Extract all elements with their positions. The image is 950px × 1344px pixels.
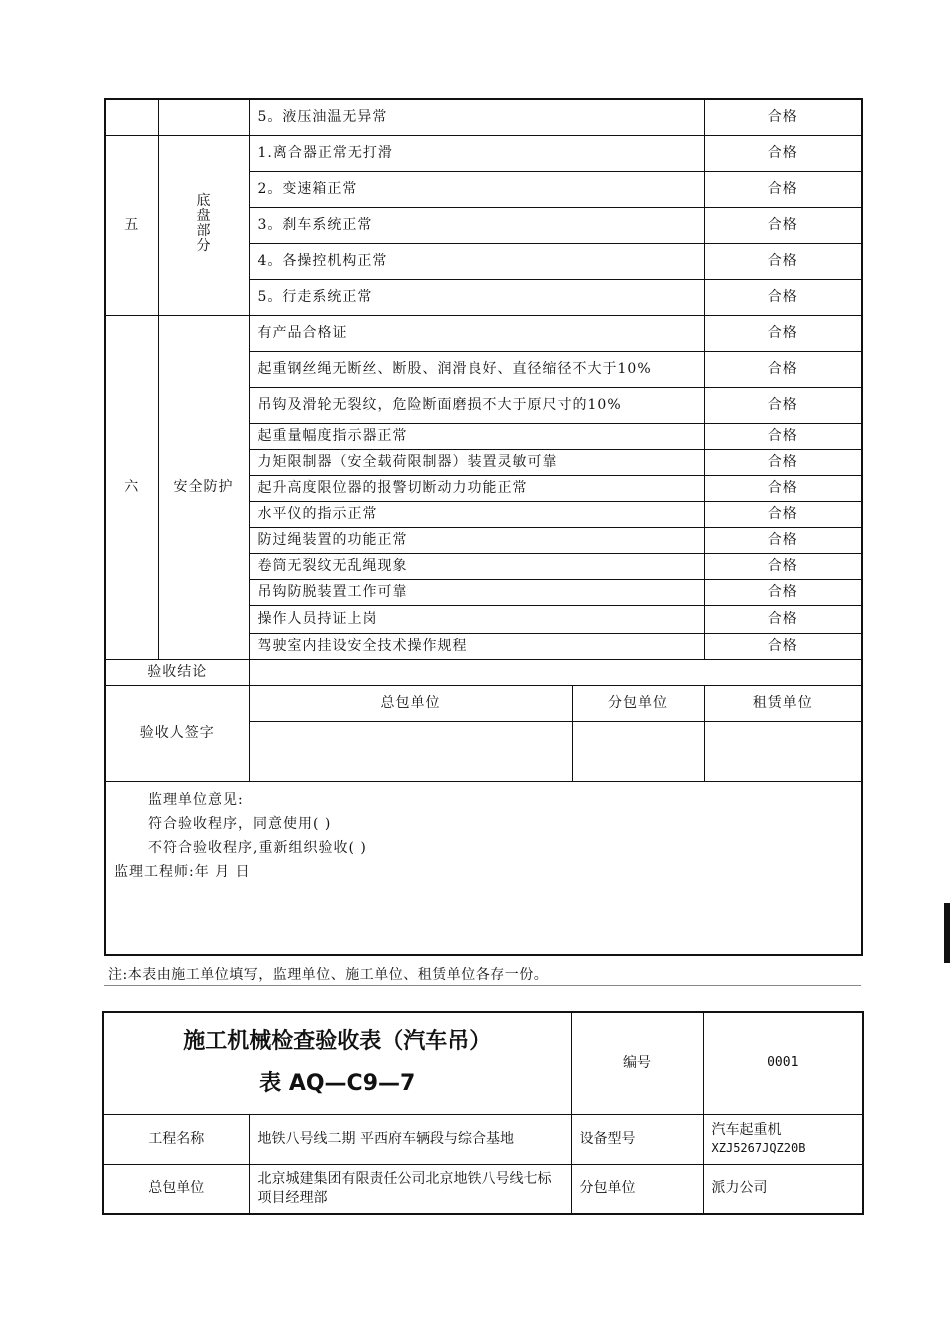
check-result: 合格: [704, 423, 862, 449]
category-char: 分: [196, 238, 212, 255]
conclusion-label: 验收结论: [105, 659, 249, 685]
lessor-header: 租赁单位: [704, 685, 862, 721]
check-result: 合格: [704, 99, 862, 135]
form-header-table: [102, 1011, 864, 1215]
check-item: 4。各操控机构正常: [249, 243, 704, 279]
check-result: 合格: [704, 449, 862, 475]
section-number-cell: [105, 99, 158, 135]
table-row: [105, 135, 862, 171]
check-item: 起升高度限位器的报警切断动力功能正常: [249, 475, 704, 501]
form-title-row: [103, 1012, 863, 1114]
table-row: [105, 315, 862, 351]
table-row: [103, 1114, 863, 1164]
category-char: 盘: [196, 208, 212, 225]
check-item: 防过绳装置的功能正常: [249, 527, 704, 553]
section-category: 安全防护: [158, 315, 249, 659]
check-item: 操作人员持证上岗: [249, 605, 704, 633]
form-title: [103, 1012, 571, 1114]
supervision-row: [105, 781, 862, 955]
check-item: 驾驶室内挂设安全技术操作规程: [249, 633, 704, 659]
subcontractor-header: 分包单位: [572, 685, 704, 721]
divider: [104, 985, 861, 986]
general-contractor-header: 总包单位: [249, 685, 572, 721]
check-item: 5。行走系统正常: [249, 279, 704, 315]
general-contractor-value: 北京城建集团有限责任公司北京地铁八号线七标项目经理部: [249, 1164, 571, 1214]
check-result: 合格: [704, 243, 862, 279]
subcontractor-signature: [572, 721, 704, 781]
check-item: 起重量幅度指示器正常: [249, 423, 704, 449]
signature-header-row: [105, 685, 862, 721]
number-label: 编号: [571, 1012, 703, 1114]
check-item: 起重钢丝绳无断丝、断股、润滑良好、直径缩径不大于10%: [249, 351, 704, 387]
check-result: 合格: [704, 387, 862, 423]
conclusion-row: [105, 659, 862, 685]
inspection-table: [104, 98, 863, 956]
supervision-heading: 监理单位意见:: [148, 791, 244, 808]
check-result: 合格: [704, 633, 862, 659]
project-name-label: 工程名称: [103, 1114, 249, 1164]
check-result: 合格: [704, 171, 862, 207]
supervision-engineer-date: 监理工程师:年 月 日: [114, 863, 251, 880]
conclusion-value: [249, 659, 862, 685]
supervision-approve-option: 符合验收程序，同意使用( ): [148, 815, 332, 832]
check-result: 合格: [704, 315, 862, 351]
general-contractor-signature: [249, 721, 572, 781]
table-row: [103, 1164, 863, 1214]
section-number: 五: [105, 135, 158, 315]
lessor-signature: [704, 721, 862, 781]
check-result: 合格: [704, 579, 862, 605]
form-code: 表 AQ—C9—7: [259, 1071, 416, 1097]
check-result: 合格: [704, 605, 862, 633]
check-result: 合格: [704, 135, 862, 171]
edge-marker: [944, 903, 950, 963]
check-item: 1.离合器正常无打滑: [249, 135, 704, 171]
check-item: 水平仪的指示正常: [249, 501, 704, 527]
check-item: 吊钩防脱装置工作可靠: [249, 579, 704, 605]
check-item: 有产品合格证: [249, 315, 704, 351]
section-category: [158, 135, 249, 315]
check-item: 5。液压油温无异常: [249, 99, 704, 135]
check-result: 合格: [704, 475, 862, 501]
footnote: 注:本表由施工单位填写，监理单位、施工单位、租赁单位各存一份。: [108, 967, 549, 983]
check-result: 合格: [704, 527, 862, 553]
equipment-type: 汽车起重机: [711, 1122, 782, 1139]
category-char: 部: [196, 223, 212, 240]
check-item: 吊钩及滑轮无裂纹，危险断面磨损不大于原尺寸的10%: [249, 387, 704, 423]
check-result: 合格: [704, 553, 862, 579]
general-contractor-label: 总包单位: [103, 1164, 249, 1214]
supervision-reject-option: 不符合验收程序,重新组织验收( ): [148, 839, 367, 856]
check-item: 3。刹车系统正常: [249, 207, 704, 243]
supervision-opinion: [105, 781, 862, 955]
check-item: 力矩限制器（安全载荷限制器）装置灵敏可靠: [249, 449, 704, 475]
equipment-model-value: [703, 1114, 863, 1164]
form-title-main: 施工机械检查验收表（汽车吊）: [183, 1029, 492, 1055]
subcontractor-label: 分包单位: [571, 1164, 703, 1214]
project-name-value: 地铁八号线二期 平西府车辆段与综合基地: [249, 1114, 571, 1164]
category-char: 底: [196, 193, 212, 210]
equipment-model-label: 设备型号: [571, 1114, 703, 1164]
check-item: 卷筒无裂纹无乱绳现象: [249, 553, 704, 579]
section-number: 六: [105, 315, 158, 659]
check-result: 合格: [704, 351, 862, 387]
check-item: 2。变速箱正常: [249, 171, 704, 207]
signature-label: 验收人签字: [105, 685, 249, 781]
check-result: 合格: [704, 279, 862, 315]
check-result: 合格: [704, 501, 862, 527]
check-result: 合格: [704, 207, 862, 243]
subcontractor-value: 派力公司: [703, 1164, 863, 1214]
category-cell: [158, 99, 249, 135]
table-row: [105, 99, 862, 135]
equipment-model-code: XZJ5267JQZ20B: [711, 1141, 806, 1156]
number-value: 0001: [703, 1012, 863, 1114]
